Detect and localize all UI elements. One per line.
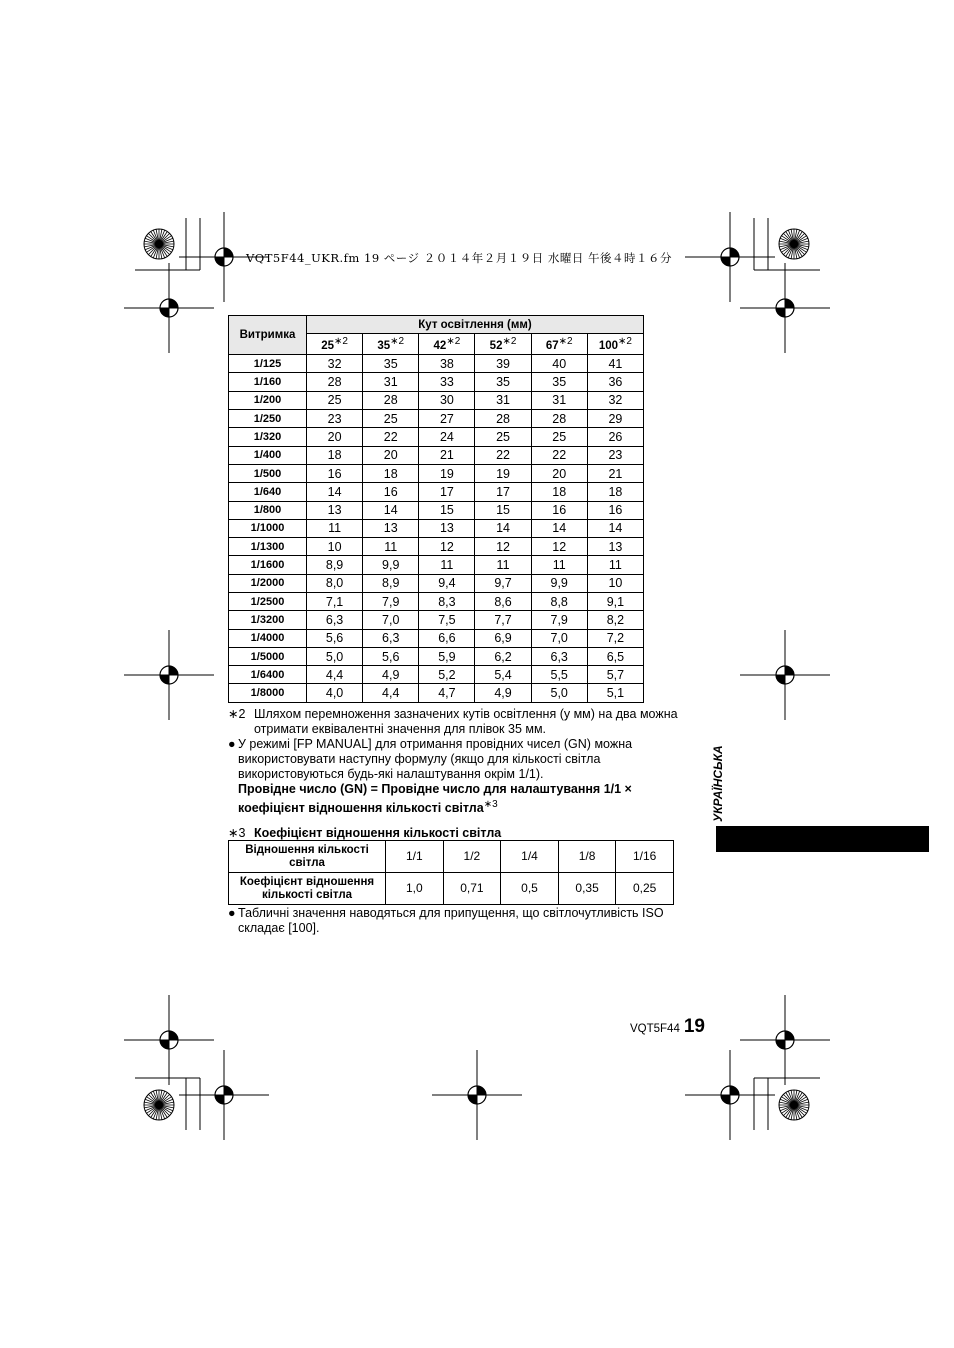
ratio-cell: 1/8 (558, 841, 616, 873)
angle-col: $25^{∗2}$ (307, 334, 363, 355)
coefficient-cell: 0,71 (443, 873, 501, 905)
guide-number-cell: 8,3 (419, 592, 475, 610)
guide-number-cell: 38 (419, 355, 475, 373)
iso-note (228, 906, 698, 936)
guide-number-cell: 18 (587, 483, 643, 501)
shutter-cell: 1/2000 (229, 574, 307, 592)
shutter-cell: 1/320 (229, 428, 307, 446)
guide-number-cell: 22 (475, 446, 531, 464)
ratio-cell: 1/16 (616, 841, 674, 873)
guide-number-cell: 25 (363, 410, 419, 428)
guide-number-cell: 4,9 (363, 666, 419, 684)
guide-number-cell: 11 (419, 556, 475, 574)
bullet-icon: ● (228, 737, 236, 751)
table-row (229, 519, 644, 537)
angle-header: Кут освітлення (мм) (307, 316, 644, 334)
guide-number-cell: 9,9 (363, 556, 419, 574)
guide-number-cell: 16 (307, 464, 363, 482)
guide-number-cell: 5,6 (363, 647, 419, 665)
shutter-cell: 1/1600 (229, 556, 307, 574)
guide-number-cell: 5,6 (307, 629, 363, 647)
guide-number-cell: 11 (363, 538, 419, 556)
guide-number-cell: 14 (363, 501, 419, 519)
guide-number-cell: 11 (475, 556, 531, 574)
guide-number-cell: 12 (419, 538, 475, 556)
guide-number-cell: 5,4 (475, 666, 531, 684)
guide-number-cell: 14 (531, 519, 587, 537)
ratio-cell: 1/4 (501, 841, 559, 873)
guide-number-cell: 4,7 (419, 684, 475, 702)
angle-col: $100^{∗2}$ (587, 334, 643, 355)
angle-col: $67^{∗2}$ (531, 334, 587, 355)
shutter-cell: 1/4000 (229, 629, 307, 647)
guide-number-cell: 13 (587, 538, 643, 556)
ratio-row-label: Відношення кількості світла (229, 841, 386, 873)
bullet-text: У режимі [FP MANUAL] для отримання провідних чисел (GN) можна використовувати наступну формулу (якщо для кількості світла використовуються будь-які налаштування окрім 1/1). (238, 737, 633, 781)
guide-number-cell: 30 (419, 391, 475, 409)
shutter-cell: 1/6400 (229, 666, 307, 684)
guide-number-cell: 10 (307, 538, 363, 556)
table-row (229, 446, 644, 464)
guide-number-cell: 7,2 (587, 629, 643, 647)
bullet-icon: ● (228, 906, 236, 920)
table-row (229, 391, 644, 409)
guide-number-cell: 23 (307, 410, 363, 428)
note-text: Шляхом перемноження зазначених кутів освітлення (у мм) на два можна отримати еквівалентні значення для плівок 35 мм. (254, 707, 678, 736)
notes (228, 707, 708, 841)
table-row (229, 501, 644, 519)
guide-number-cell: 24 (419, 428, 475, 446)
guide-number-cell: 31 (475, 391, 531, 409)
guide-number-cell: 6,3 (307, 611, 363, 629)
coefficient-cell: 0,35 (558, 873, 616, 905)
guide-number-cell: 10 (587, 574, 643, 592)
coefficient-cell: 0,25 (616, 873, 674, 905)
guide-number-cell: 40 (531, 355, 587, 373)
ratio-table (228, 840, 674, 905)
note-mark: ∗2 (228, 707, 246, 721)
shutter-cell: 1/125 (229, 355, 307, 373)
guide-number-cell: 16 (587, 501, 643, 519)
shutter-cell: 1/2500 (229, 592, 307, 610)
guide-number-cell: 4,4 (363, 684, 419, 702)
guide-number-cell: 7,9 (531, 611, 587, 629)
guide-number-cell: 14 (475, 519, 531, 537)
table-row (229, 574, 644, 592)
table-row (229, 611, 644, 629)
guide-number-cell: 8,9 (307, 556, 363, 574)
table-row (229, 355, 644, 373)
guide-number-cell: 25 (307, 391, 363, 409)
guide-number-cell: 6,3 (531, 647, 587, 665)
note-mark: ∗3 (228, 826, 246, 841)
guide-number-cell: 22 (531, 446, 587, 464)
guide-number-cell: 9,7 (475, 574, 531, 592)
note-text: Коефіцієнт відношення кількості світла (254, 826, 502, 841)
guide-number-cell: 23 (587, 446, 643, 464)
guide-number-cell: 18 (531, 483, 587, 501)
shutter-cell: 1/500 (229, 464, 307, 482)
shutter-cell: 1/1300 (229, 538, 307, 556)
coefficient-row-label: Коефіцієнт відношення кількості світла (229, 873, 386, 905)
table-row (229, 684, 644, 702)
guide-number-cell: 21 (419, 446, 475, 464)
guide-number-cell: 15 (419, 501, 475, 519)
guide-number-cell: 31 (531, 391, 587, 409)
guide-number-cell: 18 (307, 446, 363, 464)
shutter-cell: 1/250 (229, 410, 307, 428)
guide-number-cell: 19 (475, 464, 531, 482)
guide-number-cell: 11 (531, 556, 587, 574)
table-row (229, 410, 644, 428)
shutter-header: Витримка (229, 316, 307, 355)
guide-number-cell: 13 (307, 501, 363, 519)
guide-number-cell: 4,9 (475, 684, 531, 702)
note-3 (228, 826, 708, 841)
guide-number-cell: 35 (531, 373, 587, 391)
guide-number-cell: 20 (307, 428, 363, 446)
note-2 (228, 707, 708, 737)
guide-number-cell: 6,2 (475, 647, 531, 665)
guide-number-cell: 20 (531, 464, 587, 482)
guide-number-cell: 28 (363, 391, 419, 409)
shutter-cell: 1/400 (229, 446, 307, 464)
guide-number-cell: 19 (419, 464, 475, 482)
shutter-cell: 1/800 (229, 501, 307, 519)
guide-number-cell: 4,0 (307, 684, 363, 702)
guide-number-cell: 11 (587, 556, 643, 574)
guide-number-cell: 6,5 (587, 647, 643, 665)
guide-number-cell: 8,8 (531, 592, 587, 610)
table-row (229, 373, 644, 391)
formula-text: Провідне число (GN) = Провідне число для налаштування 1/1 × коефіцієнт відношення кількості світла (238, 782, 632, 816)
guide-number-cell: 9,1 (587, 592, 643, 610)
guide-number-cell: 5,2 (419, 666, 475, 684)
guide-number-cell: 36 (587, 373, 643, 391)
guide-number-table (228, 315, 644, 703)
iso-note-text: Табличні значення наводяться для припущення, що світлочутливість ISO складає [100]. (238, 906, 664, 935)
guide-number-cell: 28 (475, 410, 531, 428)
guide-number-cell: 32 (307, 355, 363, 373)
guide-number-cell: 28 (307, 373, 363, 391)
guide-number-cell: 9,4 (419, 574, 475, 592)
guide-number-cell: 15 (475, 501, 531, 519)
guide-number-cell: 14 (587, 519, 643, 537)
guide-number-cell: 18 (363, 464, 419, 482)
guide-number-cell: 12 (475, 538, 531, 556)
guide-number-cell: 7,0 (531, 629, 587, 647)
table-row (229, 647, 644, 665)
guide-number-cell: 16 (531, 501, 587, 519)
guide-number-cell: 33 (419, 373, 475, 391)
shutter-cell: 1/8000 (229, 684, 307, 702)
formula-bullet (228, 737, 708, 816)
guide-number-cell: 25 (475, 428, 531, 446)
ratio-cell: 1/2 (443, 841, 501, 873)
guide-number-cell: 5,0 (531, 684, 587, 702)
guide-number-cell: 13 (419, 519, 475, 537)
table-row (229, 428, 644, 446)
guide-number-cell: 7,9 (363, 592, 419, 610)
guide-number-cell: 35 (475, 373, 531, 391)
guide-number-cell: 8,6 (475, 592, 531, 610)
guide-number-cell: 5,0 (307, 647, 363, 665)
guide-number-cell: 6,3 (363, 629, 419, 647)
guide-number-cell: 22 (363, 428, 419, 446)
guide-number-cell: 39 (475, 355, 531, 373)
guide-number-cell: 28 (531, 410, 587, 428)
guide-number-cell: 5,7 (587, 666, 643, 684)
guide-number-cell: 7,7 (475, 611, 531, 629)
guide-number-cell: 17 (419, 483, 475, 501)
table-row (229, 464, 644, 482)
guide-number-cell: 12 (531, 538, 587, 556)
language-label: УКРАЇНСЬКА (711, 745, 725, 822)
language-tab (716, 826, 929, 852)
guide-number-cell: 26 (587, 428, 643, 446)
guide-number-cell: 31 (363, 373, 419, 391)
guide-number-cell: 13 (363, 519, 419, 537)
guide-number-cell: 5,5 (531, 666, 587, 684)
table-row (229, 483, 644, 501)
coefficient-row (229, 873, 674, 905)
ratio-row (229, 841, 674, 873)
guide-number-cell: 4,4 (307, 666, 363, 684)
guide-number-cell: 7,5 (419, 611, 475, 629)
guide-number-cell: 32 (587, 391, 643, 409)
shutter-cell: 1/5000 (229, 647, 307, 665)
model-code: VQT5F44 (630, 1023, 680, 1035)
guide-number-cell: 5,9 (419, 647, 475, 665)
page-number: 19 (683, 1016, 705, 1037)
guide-number-cell: 14 (307, 483, 363, 501)
coefficient-cell: 1,0 (386, 873, 444, 905)
shutter-cell: 1/3200 (229, 611, 307, 629)
guide-number-cell: 25 (531, 428, 587, 446)
formula-mark: ∗3 (483, 799, 498, 810)
shutter-cell: 1/1000 (229, 519, 307, 537)
coefficient-cell: 0,5 (501, 873, 559, 905)
table-row (229, 556, 644, 574)
guide-number-cell: 5,1 (587, 684, 643, 702)
guide-number-cell: 8,9 (363, 574, 419, 592)
guide-number-cell: 11 (307, 519, 363, 537)
guide-number-cell: 20 (363, 446, 419, 464)
guide-number-cell: 27 (419, 410, 475, 428)
shutter-cell: 1/640 (229, 483, 307, 501)
print-header: VQT5F44_UKR.fm 19 ページ ２０１４年２月１９日 水曜日 午後４時１６分 (246, 251, 673, 265)
guide-number-cell: 8,0 (307, 574, 363, 592)
table-row (229, 592, 644, 610)
guide-number-cell: 17 (475, 483, 531, 501)
table-row (229, 666, 644, 684)
guide-number-cell: 7,1 (307, 592, 363, 610)
guide-number-cell: 41 (587, 355, 643, 373)
guide-number-cell: 35 (363, 355, 419, 373)
guide-number-cell: 21 (587, 464, 643, 482)
angle-col: $35^{∗2}$ (363, 334, 419, 355)
angle-col: $52^{∗2}$ (475, 334, 531, 355)
table-row (229, 629, 644, 647)
shutter-cell: 1/160 (229, 373, 307, 391)
angle-col: $42^{∗2}$ (419, 334, 475, 355)
shutter-cell: 1/200 (229, 391, 307, 409)
guide-number-cell: 6,9 (475, 629, 531, 647)
guide-number-cell: 29 (587, 410, 643, 428)
guide-number-cell: 7,0 (363, 611, 419, 629)
table-row (229, 538, 644, 556)
ratio-cell: 1/1 (386, 841, 444, 873)
page-footer (630, 1016, 705, 1038)
guide-number-cell: 6,6 (419, 629, 475, 647)
guide-number-cell: 16 (363, 483, 419, 501)
guide-number-cell: 9,9 (531, 574, 587, 592)
guide-number-cell: 8,2 (587, 611, 643, 629)
